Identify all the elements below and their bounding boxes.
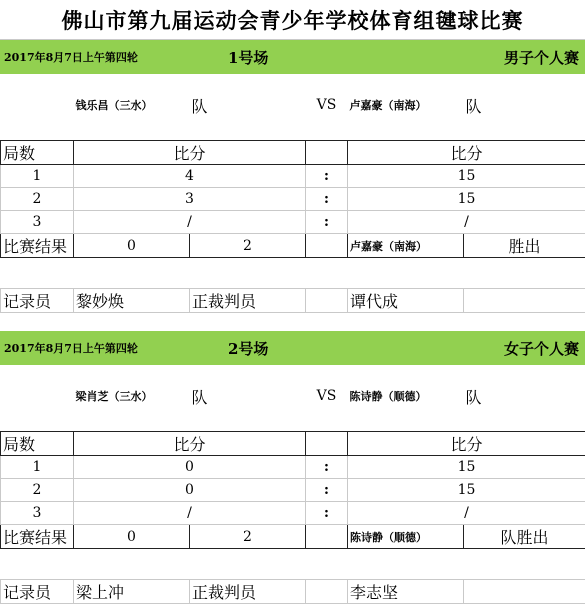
- referee-name: 谭代成: [348, 289, 464, 313]
- match-1-officials-row: [1, 289, 585, 313]
- game-number: 3: [1, 502, 74, 525]
- match-2-player2: 陈诗静（顺德）: [348, 379, 464, 413]
- match-1-game-row: [1, 188, 585, 211]
- result-right: 2: [190, 234, 306, 258]
- game-header: 局数: [1, 432, 74, 456]
- match-1-header: [0, 40, 585, 74]
- match-1-table: [0, 74, 585, 313]
- match-2-team-suffix1: 队: [190, 379, 306, 413]
- score-separator: :: [306, 211, 348, 234]
- game-header: 局数: [1, 141, 74, 165]
- match-2-players-row: [1, 379, 585, 413]
- match-1-team-suffix1: 队: [190, 88, 306, 122]
- match-1-player2: 卢嘉豪（南海）: [348, 88, 464, 122]
- score-separator: :: [306, 502, 348, 525]
- score1-header: 比分: [74, 432, 306, 456]
- match-1-player1: 钱乐昌（三水）: [74, 88, 190, 122]
- match-1-vs: VS: [306, 88, 348, 122]
- score2-header: 比分: [348, 141, 585, 165]
- result-left: 0: [74, 525, 190, 549]
- winner-suffix: 胜出: [464, 234, 585, 258]
- game-number: 2: [1, 188, 74, 211]
- game-number: 1: [1, 165, 74, 188]
- game-number: 2: [1, 479, 74, 502]
- score-separator: :: [306, 456, 348, 479]
- score-separator: :: [306, 479, 348, 502]
- match-2-team-suffix2: 队: [464, 379, 585, 413]
- score2-header: 比分: [348, 432, 585, 456]
- game-score-left: 0: [74, 456, 306, 479]
- game-score-right: /: [348, 211, 585, 234]
- match-2-game-row: [1, 456, 585, 479]
- recorder-label: 记录员: [1, 580, 74, 604]
- match-2-result-row: [1, 525, 585, 549]
- game-score-right: /: [348, 502, 585, 525]
- match-1-game-row: [1, 211, 585, 234]
- winner-suffix: 队胜出: [464, 525, 585, 549]
- winner-name: 卢嘉豪（南海）: [348, 234, 464, 258]
- game-score-left: /: [74, 211, 306, 234]
- match-2-officials-row: [1, 580, 585, 604]
- referee-name: 李志坚: [348, 580, 464, 604]
- match-2-header: [0, 331, 585, 365]
- match-1-game-row: [1, 165, 585, 188]
- recorder-name: 黎妙焕: [74, 289, 190, 313]
- match-2-table: [0, 365, 585, 604]
- match-2-score-header: [1, 432, 585, 456]
- game-score-right: 15: [348, 479, 585, 502]
- referee-label: 正裁判员: [190, 289, 306, 313]
- referee-label: 正裁判员: [190, 580, 306, 604]
- game-number: 3: [1, 211, 74, 234]
- score-separator: :: [306, 188, 348, 211]
- winner-name: 陈诗静（顺德）: [348, 525, 464, 549]
- result-label: 比赛结果: [1, 234, 74, 258]
- game-score-left: 0: [74, 479, 306, 502]
- recorder-name: 梁上冲: [74, 580, 190, 604]
- score-separator: :: [306, 165, 348, 188]
- sheet-title: 佛山市第九届运动会青少年学校体育组毽球比赛: [0, 0, 585, 40]
- match-2-court: 2号场: [228, 338, 268, 359]
- result-left: 0: [74, 234, 190, 258]
- match-1-team-suffix2: 队: [464, 88, 585, 122]
- match-1-players-row: [1, 88, 585, 122]
- game-score-right: 15: [348, 165, 585, 188]
- game-score-left: /: [74, 502, 306, 525]
- match-1-score-header: [1, 141, 585, 165]
- match-2-game-row: [1, 479, 585, 502]
- score1-header: 比分: [74, 141, 306, 165]
- match-2-game-row: [1, 502, 585, 525]
- match-1-event: 男子个人赛: [504, 47, 579, 68]
- match-2-player1: 梁肖芝（三水）: [74, 379, 190, 413]
- match-2-event: 女子个人赛: [504, 338, 579, 359]
- match-1-court: 1号场: [228, 47, 268, 68]
- game-score-left: 3: [74, 188, 306, 211]
- match-2-vs: VS: [306, 379, 348, 413]
- result-right: 2: [190, 525, 306, 549]
- match-1-date-round: 2017年8月7日上午第四轮: [4, 49, 138, 65]
- match-1-result-row: [1, 234, 585, 258]
- result-label: 比赛结果: [1, 525, 74, 549]
- game-score-right: 15: [348, 188, 585, 211]
- game-number: 1: [1, 456, 74, 479]
- spacer-row: [1, 74, 585, 88]
- recorder-label: 记录员: [1, 289, 74, 313]
- game-score-right: 15: [348, 456, 585, 479]
- match-2-date-round: 2017年8月7日上午第四轮: [4, 340, 138, 356]
- game-score-left: 4: [74, 165, 306, 188]
